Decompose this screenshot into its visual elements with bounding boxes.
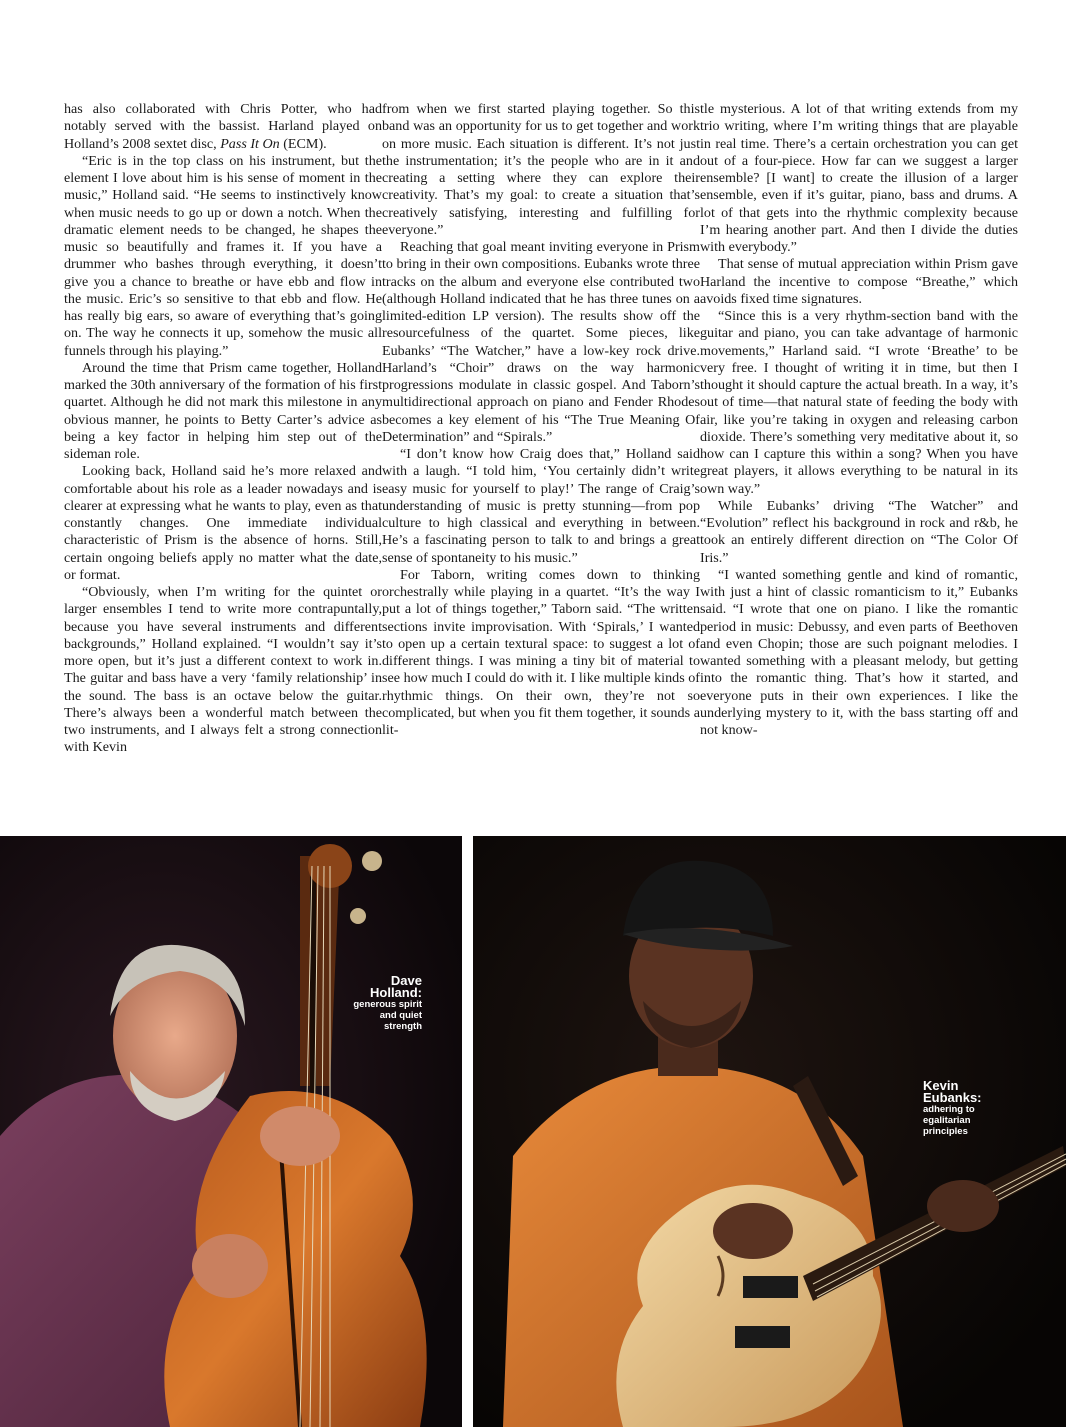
paragraph: “Eric is in the top class on his instrument, but the element I love about him is his sense of moment in the music,” Holland said. “He seems to instinctively know when music needs to go up or down a notch. When the dramatic element needs to be changed, he shapes the music so beautifully and frames it. If you have a drummer who bashes through everything, it doesn’t give you a chance to breathe or have ebb and flow in the music. Eric’s so sensitive to that ebb and flow. He has really big ears, so aware of everything that’s going on. The way he connects it up, somehow the music all funnels through his playing.” (64, 152, 382, 359)
paragraph: “I don’t know how Craig does that,” Holland said with a laugh. “I told him, ‘You certainly didn’t write easy music for yourself to play!’ The range of Craig’s understanding of music is pretty stunning—from pop culture to high classical and everything in between. He’s a fascinating person to talk to and brings a great sense of spontaneity to his music.” (382, 446, 700, 566)
article-column-2 (382, 101, 700, 739)
article-column-1 (64, 101, 382, 757)
paragraph: While Eubanks’ driving “The Watcher” and “Evolution” reflect his background in rock and r&b, he took an entirely different direction on “The Color Of Iris.” (700, 497, 1018, 566)
caption-description: and quiet (379, 1010, 422, 1021)
caption-name: Dave (390, 973, 422, 988)
paragraph-text: (ECM). (279, 135, 327, 152)
paragraph: Looking back, Holland said he’s more relaxed and comfortable about his role as a leader nowadays and is clearer at expressing what he wants to play, even as that constantly changes. One immediate individual characteristic of Prism is the absence of horns. Still, certain ongoing beliefs apply no matter what the date, or format. (64, 463, 382, 583)
bassist-photo (0, 836, 462, 1427)
article-column-3 (700, 101, 1018, 739)
photo-caption-left (340, 975, 422, 1032)
caption-description: generous spirit (353, 999, 422, 1010)
bassist-photo-icon (0, 836, 462, 1427)
caption-description: principles (923, 1126, 968, 1137)
paragraph: That sense of mutual appreciation within Prism gave Harland the incentive to compose “Breathe,” which avoids fixed time signatures. (700, 256, 1018, 307)
paragraph: Reaching that goal meant inviting everyone in Prism to bring in their own compositions. Eubanks wrote three tracks on the album and everyone else contributed two (although Holland indicated that he has three tunes on a limited-edition LP version). The results show off the resourcefulness of the quartet. Some pieces, like Eubanks’ “The Watcher,” have a low-key rock drive. Harland’s “Choir” draws on the way harmonic progressions modulate in classic gospel. And Taborn’s multidirectional approach on piano and Fender Rhodes becomes a key element of his “The True Meaning Of Determination” and “Spirals.” (382, 239, 700, 445)
caption-description: strength (384, 1021, 422, 1032)
paragraph: from when we first started playing together. So this band was an opportunity for us to get together and work on more music. Each situation is different. It’s not just the instrumentation; it’s the people who are in it and creating a setting where they can explore their creativity. That’s my goal: to create a situation that’s creatively satisfying, interesting and fulfilling for everyone.” (382, 101, 700, 238)
caption-name: Eubanks: (923, 1090, 982, 1105)
paragraph: “Obviously, when I’m writing for the quintet or larger ensembles I tend to write more contrapuntally, because you have several instruments and different backgrounds,” Holland explained. “I wouldn’t say it’s more open, but it’s just a different context to work in. The guitar and bass have a very ‘family relationship’ in the sound. The bass is an octave below the guitar. There’s always been a wonderful match between the two instruments, and I always felt a strong connection with Kevin (64, 584, 382, 756)
paragraph: For Taborn, writing comes down to thinking orchestrally while playing in a quartet. “It’s the way I put a lot of things together,” Taborn said. “The written sections invite improvisation. With ‘Spirals,’ I wanted to open up a certain textural space: to suggest a lot of different things. I was mining a tiny bit of material to see how much I could do with it. I like multiple kinds of rhythmic things. On their own, they’re not so complicated, but when you fit them together, it sounds a lit- (382, 566, 700, 738)
paragraph: Around the time that Prism came together, Holland marked the 30th anniversary of the formation of his first quartet. Although he did not mark this milestone in any obvious manner, he points to Betty Carter’s advice as being a key factor in helping him step out of the sideman role. (64, 359, 382, 462)
photo-caption-right (923, 1080, 1023, 1137)
paragraph: tle mysterious. A lot of that writing extends from my trio writing, where I’m writing things that are playable in real time. There’s a certain orchestration you can get out of a four-piece. How far can we suggest a larger ensemble? [I want] to create the illusion of a larger ensemble, even if it’s guitar, piano, bass and drums. A lot of that gets into the rhythmic complexity because I’m hearing another part. And then I divide the duties with everybody.” (700, 101, 1018, 255)
caption-name: Kevin (923, 1078, 959, 1093)
caption-description: adhering to (923, 1104, 975, 1115)
paragraph: “I wanted something gentle and kind of romantic, with just a hint of classic romanticism to it,” Eubanks said. “I wrote that one on piano. I like the romantic period in music: Debussy, and even parts of Beethoven and even Chopin; those are such poignant melodies. I wanted something with a pleasant melody, but getting into the romantic thing. That’s how it started, and everyone puts in their own experiences. I like the underlying mystery to it, with the bass starting off and not know- (700, 566, 1018, 738)
paragraph: “Since this is a very rhythm-section band with the guitar and piano, you can take advantage of harmonic movements,” Harland said. “I wrote ‘Breathe’ to be very free. I thought of writing it in time, but then I thought it should capture the actual breath. In a way, it’s out of time—that natural state of feeding the body with air, like you’re taking in oxygen and releasing carbon dioxide. There’s something very meditative about it, so how can I capture this within a song? When you have great players, it allows everything to be natural in its own way.” (700, 308, 1018, 497)
album-title: Pass It On (220, 135, 280, 152)
caption-description: egalitarian (923, 1115, 971, 1126)
paragraph (64, 101, 382, 153)
paragraph-text: has also collaborated with Chris Potter, who had notably served with the bassist. Harland played on Holland’s 2008 sextet disc, (64, 101, 382, 152)
caption-name: Holland: (370, 985, 422, 1000)
